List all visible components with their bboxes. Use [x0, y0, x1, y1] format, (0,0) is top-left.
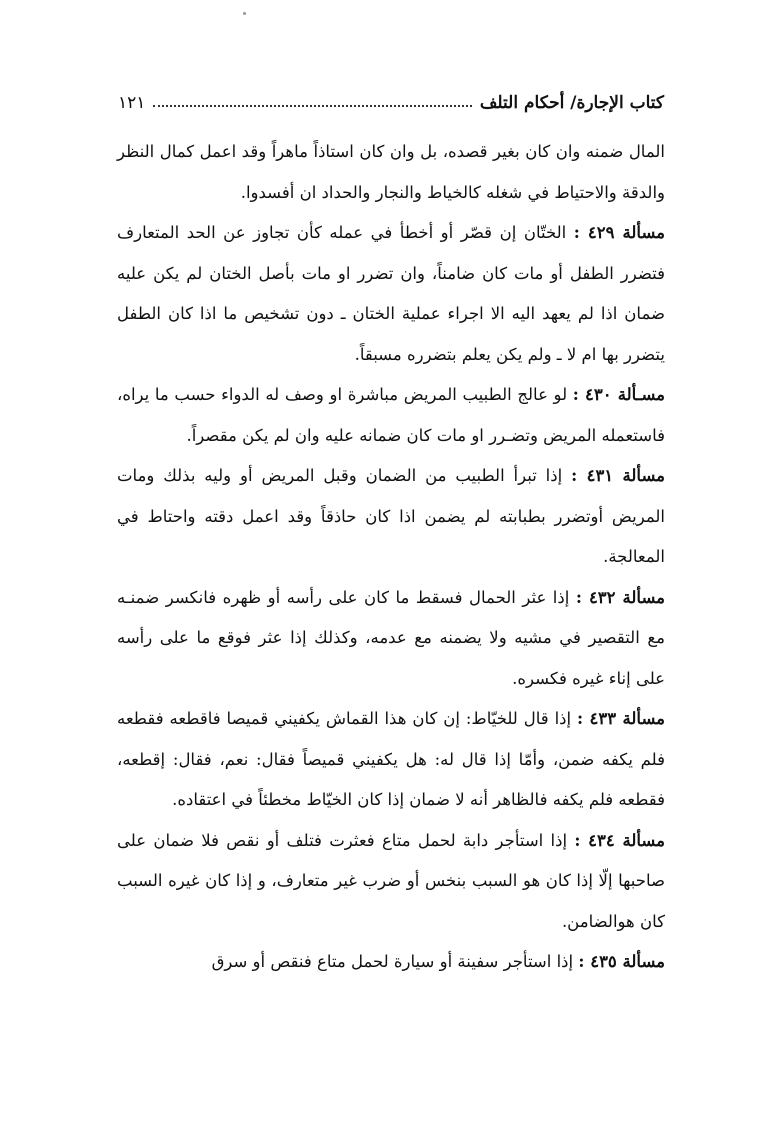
issue-label: مسألة ٤٣١ :: [571, 466, 666, 485]
issue-431: [117, 456, 665, 578]
issue-text: إذا تبرأ الطبيب من الضمان وقبل المريض أو وليه بذلك ومات المريض أوتضرر بطبابته لم يضمن اذا كان حاذقاً وقد اعمل دقته واحتاط في المعالجة.: [117, 466, 665, 566]
issue-text: إذا استأجر سفينة أو سيارة لحمل متاع فنقص أو سرق: [211, 952, 574, 971]
chapter-title: كتاب الإجارة/ أحكام التلف: [479, 93, 664, 113]
issue-430: [117, 375, 665, 456]
issue-text: إذا استأجر دابة لحمل متاع فعثرت فتلف أو نقص فلا ضمان على صاحبها إلّا إذا كان هو السبب بنخس أو ضرب غير متعارف، و إذا كان غيره السبب كان هوالضامن.: [117, 830, 665, 931]
issue-text: إذا عثر الحمال فسقط ما كان على رأسه أو ظهره فانكسر ضمنـه مع التقصير في مشيه ولا يضمنه مع عدمه، وكذلك إذا عثر فوقع ما على رأسه على إناء غيره فكسره.: [117, 587, 665, 688]
issue-429: [117, 213, 665, 375]
issue-435: [117, 942, 665, 983]
issue-label: مسألة ٤٣٥ :: [578, 952, 665, 971]
leader-dots: [153, 105, 471, 107]
issue-432: [117, 578, 665, 700]
issue-434: [117, 821, 665, 943]
issue-text: الختّان إن قصّر أو أخطأ في عمله كأن تجاوز عن الحد المتعارف فتضرر الطفل أو مات كان ضامناً، وان تضرر او مات بأصل الختان لم يكن عليه ضمان اذا لم يعهد اليه الا اجراء عملية الختان ـ دون تشخيص ما اذا كان الطفل يتضرر بها ام لا ـ ولم يكن يعلم بتضرره مسبقاً.: [117, 223, 665, 364]
issue-text: لو عالج الطبيب المريض مباشرة او وصف له الدواء حسب ما يراه، فاستعمله المريض وتضـرر او مات كان ضمانه عليه وان لم يكن مقصراً.: [117, 385, 665, 445]
intro-paragraph: المال ضمنه وان كان بغير قصده، بل وان كان استاذاً ماهراً وقد اعمل كمال النظر والدقة والاحتياط في شغله كالخياط والنجار والحداد ان أفسدوا.: [117, 142, 665, 202]
issue-label: مسـألة ٤٣٠ :: [572, 385, 666, 404]
issue-text: إذا قال للخيّاط: إن كان هذا القماش يكفيني قميصا فاقطعه فقطعه فلم يكفه ضمن، وأمّا إذا قال له: هل يكفيني قميصاً فقال: نعم، فقال: إقطعه، فقطعه فلم يكفه فالظاهر أنه لا ضمان إذا كان الخيّاط مخطئاً في اعتقاده.: [117, 709, 665, 809]
issue-label: مسألة ٤٣٤ :: [574, 830, 665, 850]
issue-label: مسألة ٤٢٩ :: [573, 223, 666, 242]
running-header: [118, 88, 664, 118]
issue-433: [117, 699, 665, 821]
issue-label: مسألة ٤٣٣ :: [577, 709, 665, 728]
issue-label: مسألة ٤٣٢ :: [575, 587, 665, 607]
scan-speck: [243, 12, 246, 15]
page-number: ١٢١: [118, 93, 146, 113]
body-text: [117, 132, 665, 983]
